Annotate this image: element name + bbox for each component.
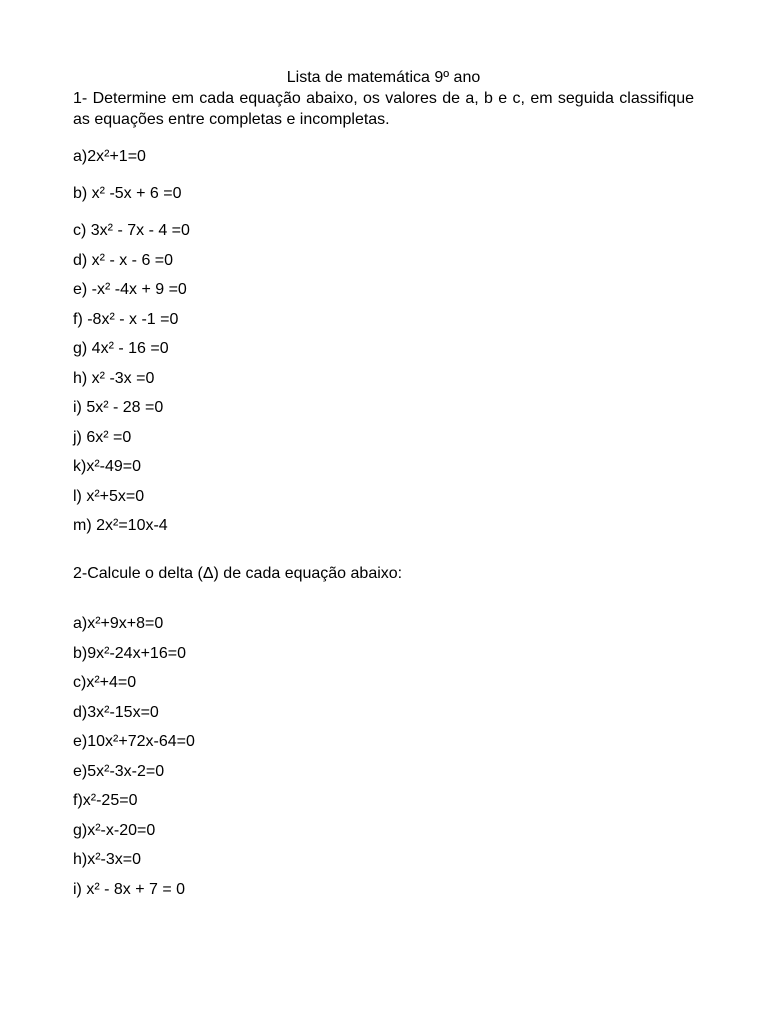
question-1-equations [73, 147, 694, 536]
equation-item: d)3x²-15x=0 [73, 703, 159, 721]
equation-item: g) 4x² - 16 =0 [73, 340, 169, 357]
equation-item: h) x² -3x =0 [73, 369, 155, 387]
equation-item: a)x²+9x+8=0 [73, 615, 164, 632]
equation-item: a)2x²+1=0 [73, 148, 146, 165]
equation-item: h)x²-3x=0 [73, 851, 142, 868]
equation-item: f) -8x² - x -1 =0 [73, 310, 179, 328]
question-2-equations [73, 614, 694, 900]
equation-item: m) 2x²=10x-4 [73, 517, 168, 534]
document-page [73, 68, 694, 909]
question-1-header: 1- Determine em cada equação abaixo, os valores de a, b e c, em seguida classifique as equações entre completas e incompletas. [73, 90, 694, 128]
equation-item: e)5x²-3x-2=0 [73, 762, 165, 780]
equation-item: d) x² - x - 6 =0 [73, 251, 174, 269]
equation-item: k)x²-49=0 [73, 458, 142, 475]
equation-item: e) -x² -4x + 9 =0 [73, 281, 187, 298]
equation-item: b)9x²-24x+16=0 [73, 644, 186, 662]
equation-item: c) 3x² - 7x - 4 =0 [73, 222, 190, 239]
equation-item: l) x²+5x=0 [73, 487, 145, 505]
equation-item: j) 6x² =0 [73, 428, 132, 446]
equation-item: c)x²+4=0 [73, 674, 137, 691]
question-2-header: 2-Calcule o delta (Δ) de cada equação abaixo: [73, 565, 403, 582]
equation-item: b) x² -5x + 6 =0 [73, 185, 182, 202]
equation-item: i) x² - 8x + 7 = 0 [73, 880, 186, 898]
equation-item: f)x²-25=0 [73, 792, 138, 809]
equation-item: e)10x²+72x-64=0 [73, 733, 195, 750]
equation-item: i) 5x² - 28 =0 [73, 399, 164, 416]
document-title: Lista de matemática 9º ano [286, 69, 481, 86]
equation-item: g)x²-x-20=0 [73, 821, 156, 839]
